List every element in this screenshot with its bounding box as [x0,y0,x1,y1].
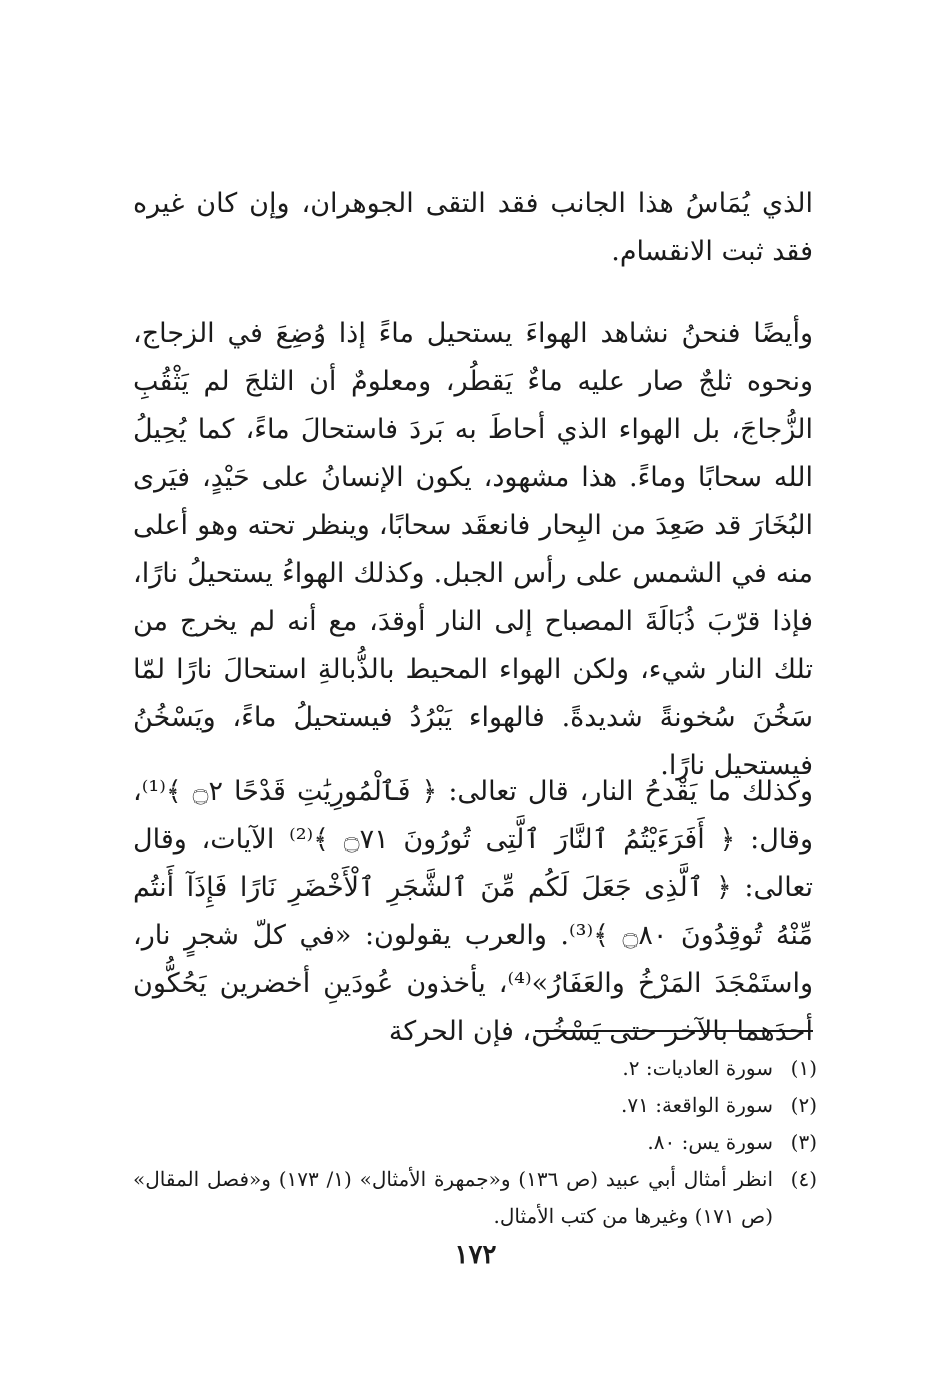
footnote-number: (١) [790,1056,817,1080]
footnote-text: انظر أمثال أبي عبيد (ص ١٣٦) و«جمهرة الأمثال» (١/ ١٧٣) و«فصل المقال» (ص ١٧١) وغيرها من كتب الأمثال. [133,1167,773,1228]
body-paragraph-1: الذي يُمَاسُ هذا الجانب فقد التقى الجوهران، وإن كان غيره فقد ثبت الانقسام. [133,188,813,267]
footnote-separator [535,1030,813,1032]
footnote-text: سورة العاديات: ٢. [622,1056,773,1080]
page-number: ١٧٢ [454,1240,497,1270]
footnote-4 [133,1161,817,1235]
body-paragraph-3: وكذلك ما يَقْدحُ النار، قال تعالى: ﴿ فَٱلْمُورِيَٰتِ قَدْحًا ۝٢ ﴾⁽¹⁾، وقال: ﴿ أَفَرَءَيْتُمُ ٱلنَّارَ ٱلَّتِى تُورُونَ ۝٧١ ﴾⁽²⁾ الآيات، وقال تعالى: ﴿ ٱلَّذِى جَعَلَ لَكُم مِّنَ ٱلشَّجَرِ ٱلْأَخْضَرِ نَارًا فَإِذَآ أَنتُم مِّنْهُ تُوقِدُونَ ۝٨٠ ﴾⁽³⁾. والعرب يقولون: «في كلّ شجرٍ نار، واستَمْجَدَ المَرْخُ والعَفَارُ»⁽⁴⁾، يأخذون عُودَينِ أخضرين يَحُكُّون أحدَهما بالآخر حتى يَسْخُن، فإن الحركة [133,776,814,1047]
footnote-number: (٢) [790,1093,817,1117]
footnotes [133,1050,817,1235]
footnote-number: (٤) [790,1167,817,1191]
footnote-text: سورة يس: ٨٠. [647,1130,773,1154]
footnote-3 [133,1124,817,1161]
footnote-text: سورة الواقعة: ٧١. [621,1093,773,1117]
footnote-2 [133,1087,817,1124]
body-paragraph-2: وأيضًا فنحنُ نشاهد الهواءَ يستحيل ماءً إذا وُضِعَ في الزجاج، ونحوه ثلجٌ صار عليه ماءٌ يَقطُر، ومعلومٌ أن الثلجَ لم يَثْقُبِ الزُّجاجَ، بل الهواء الذي أحاطَ به بَردَ فاستحالَ ماءً، كما يُحِيلُ الله سحابًا وماءً. هذا مشهود، يكون الإنسانُ على حَيْدٍ، فيَرى البُخَارَ قد صَعِدَ من البِحار فانعقَد سحابًا، وينظر تحته وهو أعلى منه في الشمس على رأس الجبل. وكذلك الهواءُ يستحيلُ نارًا، فإذا قرّبَ ذُبَالَةَ المصباح إلى النار أوقدَ، مع أنه لم يخرج من تلك النار شيء، ولكن الهواء المحيط بالذُّبالةِ استحالَ نارًا لمّا سَخُنَ سُخونةً شديدةً. فالهواء يَبْرُدُ فيستحيلُ ماءً، ويَسْخُنُ فيستحيل نارًا. [133,318,813,781]
footnote-1 [133,1050,817,1087]
footnote-number: (٣) [790,1130,817,1154]
